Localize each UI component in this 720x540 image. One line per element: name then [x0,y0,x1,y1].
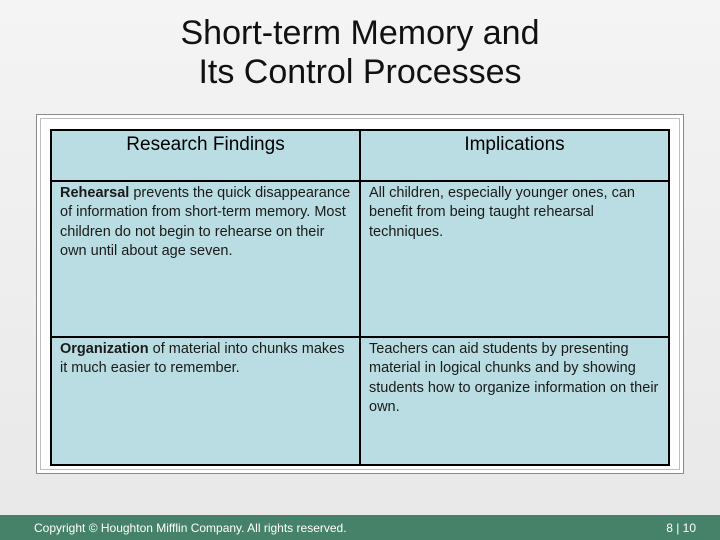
finding-term: Rehearsal [60,185,130,201]
header-research-findings: Research Findings [51,130,360,181]
table-row [51,181,669,337]
slide-title [0,14,720,92]
header-implications: Implications [360,130,669,181]
footer-bar [0,515,720,540]
finding-cell [51,337,360,465]
implication-cell: All children, especially younger ones, can benefit from being taught rehearsal techniques. [360,181,669,337]
finding-text: of material into chunks makes it much easier to remember. [60,341,345,377]
page-number: 8 | 10 [666,521,696,535]
implication-cell: Teachers can aid students by presenting material in logical chunks and by showing students how to organize information on their own. [360,337,669,465]
findings-table [50,129,670,466]
finding-term: Organization [60,341,149,357]
table-header-row [51,130,669,181]
table-row [51,337,669,465]
finding-cell [51,181,360,337]
finding-text: prevents the quick disappearance of information from short-term memory. Most children do not begin to rehearse on their own until about age seven. [60,185,351,260]
slide-title-line-1: Short-term Memory and [180,14,540,52]
copyright-text: Copyright © Houghton Mifflin Company. All rights reserved. [34,521,347,535]
slide-title-line-2: Its Control Processes [198,53,522,91]
